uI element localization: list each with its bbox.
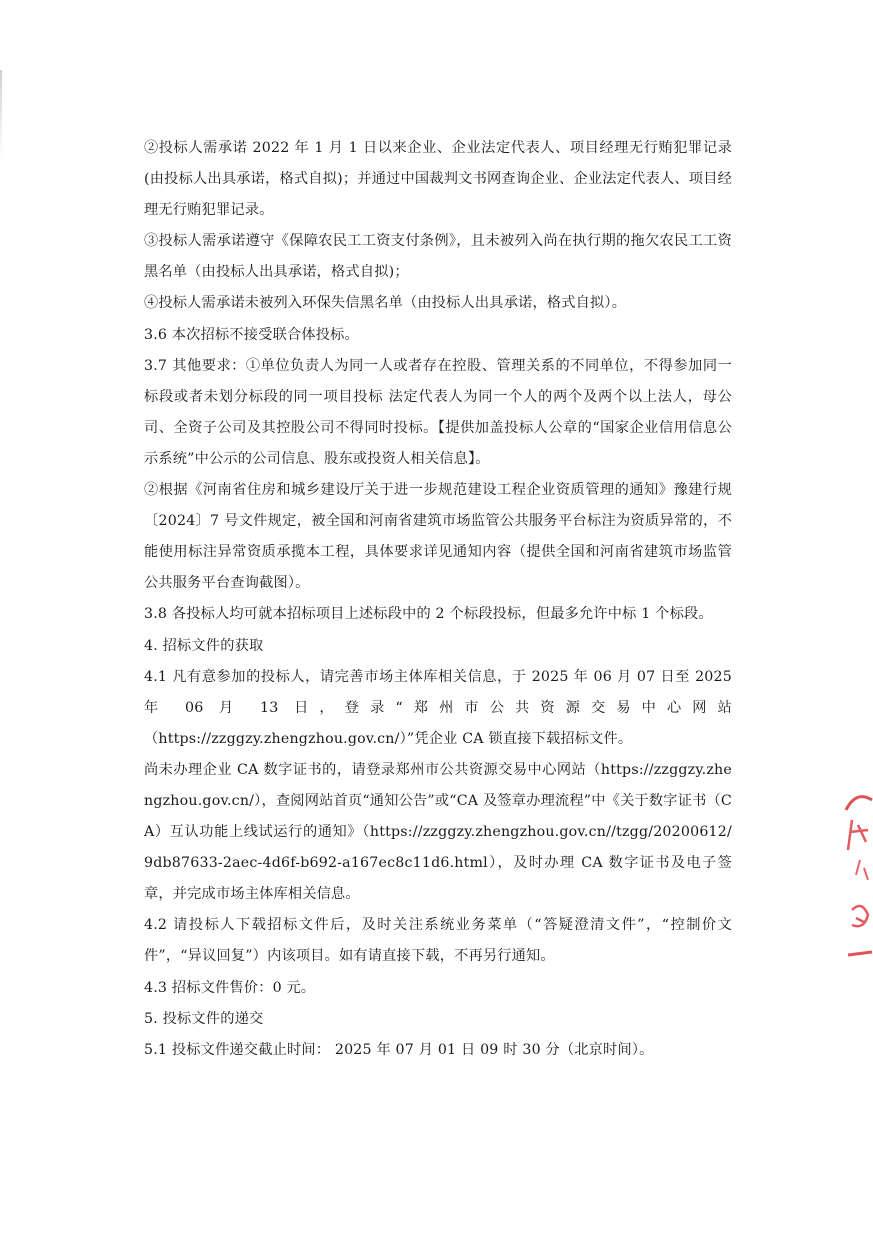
- paragraph-4-1: 4.1 凡有意参加的投标人，请完善市场主体库相关信息，于 2025 年 06 月 07 日至 2025 年 06 月 13 日，登录“郑州市公共资源交易中心网站（https://zzggzy.zhengzhou.gov.cn/）”凭企业 CA 锁直接下载招标文件。: [144, 668, 732, 747]
- document-body: [144, 133, 732, 1066]
- scan-edge-mark: [0, 70, 2, 160]
- paragraph-5-1: 5.1 投标文件递交截止时间： 2025 年 07 月 01 日 09 时 30 分（北京时间）。: [144, 1041, 654, 1058]
- paragraph-qualification-notice: ②根据《河南省住房和城乡建设厅关于进一步规范建设工程企业资质管理的通知》豫建行规〔2024〕7 号文件规定，被全国和河南省建筑市场监管公共服务平台标注为资质异常的，不能使用标注异常资质承揽本工程，具体要求详见通知内容（提供全国和河南省建筑市场监管公共服务平台查询截图）。: [144, 482, 732, 592]
- paragraph-environment-commitment: ④投标人需承诺未被列入环保失信黑名单（由投标人出具承诺，格式自拟）。: [144, 295, 627, 312]
- red-seal-stamp-fragment: [838, 780, 873, 980]
- paragraph-4-3: 4.3 招标文件售价：0 元。: [144, 979, 316, 996]
- paragraph-3-6: 3.6 本次招标不接受联合体投标。: [144, 326, 359, 343]
- paragraph-bribery-commitment: ②投标人需承诺 2022 年 1 月 1 日以来企业、企业法定代表人、项目经理无行贿犯罪记录(由投标人出具承诺，格式自拟)；并通过中国裁判文书网查询企业、企业法定代表人、项目经理无行贿犯罪记录。: [144, 140, 732, 219]
- paragraph-wage-commitment: ③投标人需承诺遵守《保障农民工工资支付条例》，且未被列入尚在执行期的拖欠农民工工资黑名单（由投标人出具承诺，格式自拟)；: [144, 233, 732, 281]
- section-heading-5: 5. 投标文件的递交: [144, 1010, 264, 1027]
- paragraph-ca-certificate: 尚未办理企业 CA 数字证书的，请登录郑州市公共资源交易中心网站（https://zzggzy.zhengzhou.gov.cn/），查阅网站首页“通知公告”或“CA 及签章办理流程”中《关于数字证书（CA）互认功能上线试运行的通知》（https://zzggzy.zhengzhou.gov.cn//tzgg/20200612/9db87633-2aec-4d6f-b692-a167ec8c11d6.html），及时办理 CA 数字证书及电子签章，并完成市场主体库相关信息。: [144, 761, 732, 903]
- section-heading-4: 4. 招标文件的获取: [144, 637, 264, 654]
- paragraph-3-8: 3.8 各投标人均可就本招标项目上述标段中的 2 个标段投标，但最多允许中标 1 个标段。: [144, 606, 713, 623]
- paragraph-4-2: 4.2 请投标人下载招标文件后，及时关注系统业务菜单（“答疑澄清文件”，“控制价文件”，“异议回复”）内该项目。如有请直接下载，不再另行通知。: [144, 917, 732, 965]
- paragraph-3-7: 3.7 其他要求：①单位负责人为同一人或者存在控股、管理关系的不同单位，不得参加同一标段或者未划分标段的同一项目投标 法定代表人为同一个人的两个及两个以上法人，母公司、全资子公司及其控股公司不得同时投标。【提供加盖投标人公章的“国家企业信用信息公示系统”中公示的公司信息、股东或投资人相关信息】。: [144, 357, 732, 467]
